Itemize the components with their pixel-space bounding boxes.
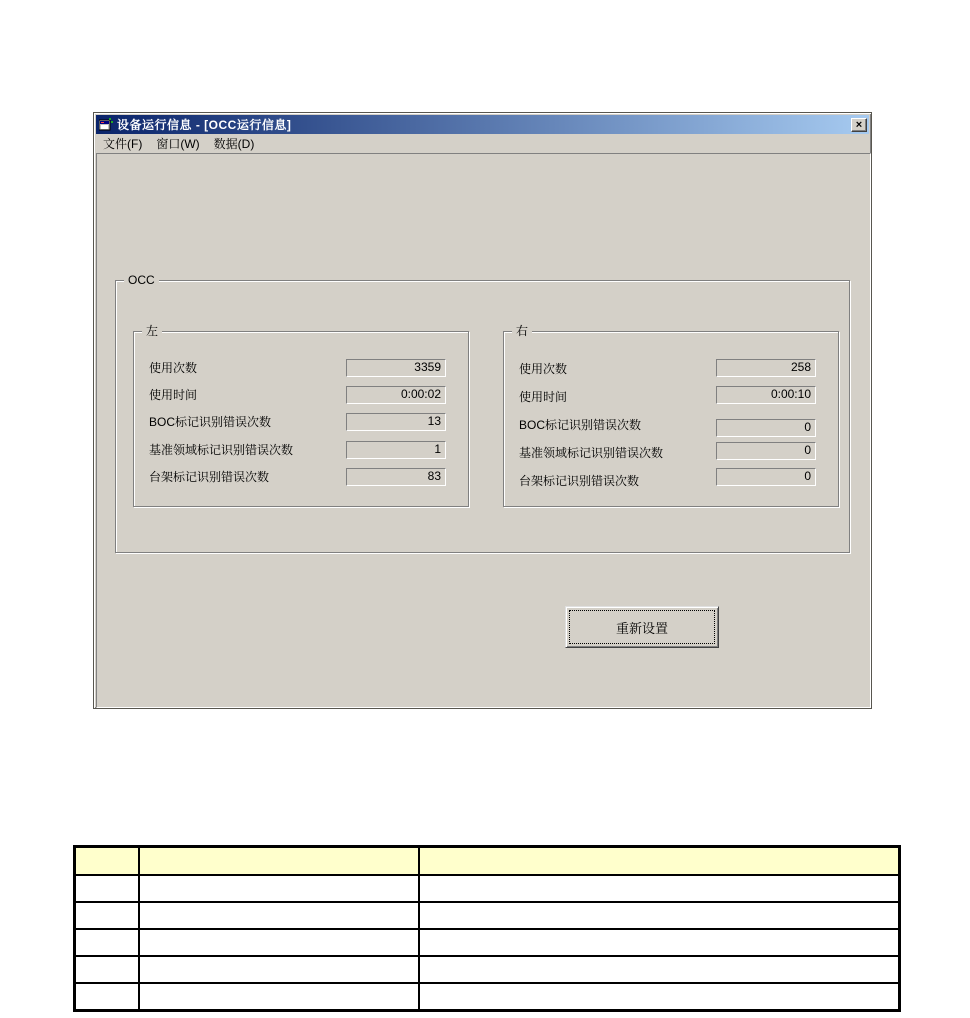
field-label-boc-errors: BOC标记识别错误次数 xyxy=(149,415,272,429)
table-row xyxy=(75,902,900,929)
table-cell xyxy=(75,956,139,983)
field-value-usage-count[interactable]: 3359 xyxy=(346,359,446,377)
table-cell xyxy=(139,983,419,1011)
table-cell xyxy=(419,875,900,902)
left-panel-label: 左 xyxy=(142,324,162,338)
field-label-rack-errors: 台架标记识别错误次数 xyxy=(149,470,270,484)
menu-data[interactable]: 数据(D) xyxy=(213,136,255,151)
left-panel-groupbox xyxy=(133,324,469,507)
menu-file[interactable]: 文件(F) xyxy=(103,136,143,151)
table-row xyxy=(75,956,900,983)
table-cell xyxy=(419,956,900,983)
table-header-cell xyxy=(75,847,139,876)
table-cell xyxy=(75,983,139,1011)
table-cell xyxy=(419,902,900,929)
table-row xyxy=(75,983,900,1011)
occ-groupbox xyxy=(115,273,850,553)
field-value-rack-errors[interactable]: 0 xyxy=(716,468,816,486)
field-value-ref-area-errors[interactable]: 0 xyxy=(716,442,816,460)
field-value-ref-area-errors[interactable]: 1 xyxy=(346,441,446,459)
table-header-cell xyxy=(419,847,900,876)
field-value-rack-errors[interactable]: 83 xyxy=(346,468,446,486)
app-icon xyxy=(99,118,113,131)
menu-bar xyxy=(96,134,869,152)
field-label-ref-area-errors: 基准领域标记识别错误次数 xyxy=(149,443,294,457)
menu-window[interactable]: 窗口(W) xyxy=(156,136,200,151)
field-value-boc-errors[interactable]: 0 xyxy=(716,419,816,437)
field-label-usage-count: 使用次数 xyxy=(149,361,198,375)
field-label-usage-time: 使用时间 xyxy=(149,388,198,402)
table-row xyxy=(75,875,900,902)
field-value-boc-errors[interactable]: 13 xyxy=(346,413,446,431)
field-label-ref-area-errors: 基准领域标记识别错误次数 xyxy=(519,446,664,460)
right-panel-label: 右 xyxy=(512,324,532,338)
field-label-usage-count: 使用次数 xyxy=(519,362,568,376)
table-header-cell xyxy=(139,847,419,876)
table-cell xyxy=(139,902,419,929)
field-label-usage-time: 使用时间 xyxy=(519,390,568,404)
close-button[interactable] xyxy=(851,118,867,132)
app-window xyxy=(93,112,872,709)
table-cell xyxy=(419,929,900,956)
table-cell xyxy=(419,983,900,1011)
document-table xyxy=(73,845,901,1012)
client-area xyxy=(96,153,871,708)
table-cell xyxy=(75,875,139,902)
table-row xyxy=(75,929,900,956)
table-header-row xyxy=(75,847,900,876)
right-panel-groupbox xyxy=(503,324,839,507)
table-cell xyxy=(139,929,419,956)
close-icon: × xyxy=(855,118,863,131)
table-cell xyxy=(139,956,419,983)
reset-button-label: 重新设置 xyxy=(615,620,668,636)
table-cell xyxy=(75,929,139,956)
table-cell xyxy=(75,902,139,929)
field-value-usage-time[interactable]: 0:00:02 xyxy=(346,386,446,404)
field-value-usage-count[interactable]: 258 xyxy=(716,359,816,377)
table-cell xyxy=(139,875,419,902)
field-label-rack-errors: 台架标记识别错误次数 xyxy=(519,474,640,488)
window-title: 设备运行信息 - [OCC运行信息] xyxy=(117,118,292,132)
occ-group-label: OCC xyxy=(124,273,159,287)
titlebar xyxy=(96,115,869,134)
field-label-boc-errors: BOC标记识别错误次数 xyxy=(519,418,642,432)
field-value-usage-time[interactable]: 0:00:10 xyxy=(716,386,816,404)
reset-button[interactable] xyxy=(565,606,719,648)
